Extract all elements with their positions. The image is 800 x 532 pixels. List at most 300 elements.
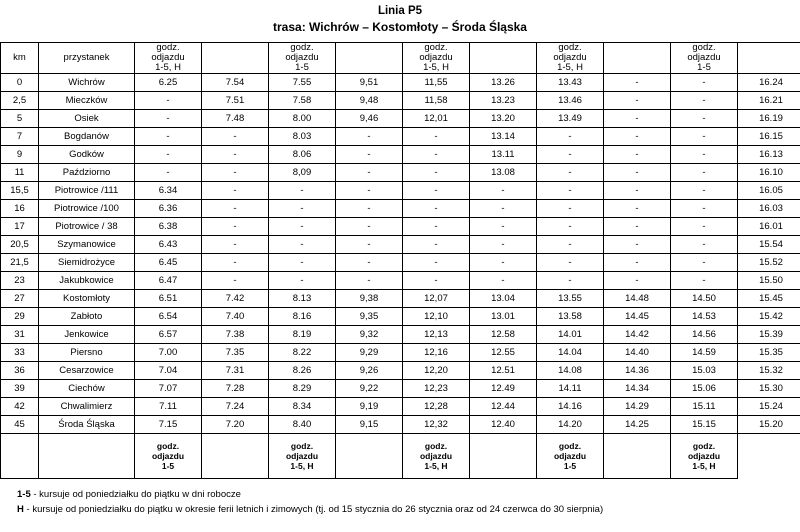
cell-stop-name: Kostomłoty xyxy=(39,290,135,308)
cell-departure-time: - xyxy=(470,272,537,290)
cell-stop-name: Siemidrożyce xyxy=(39,254,135,272)
cell-departure-time: 8.40 xyxy=(269,416,336,434)
cell-departure-time: 14.40 xyxy=(604,344,671,362)
cell-departure-time: 8.19 xyxy=(269,326,336,344)
cell-departure-time: 16.24 xyxy=(738,74,800,92)
cell-departure-time: 12.44 xyxy=(470,398,537,416)
cell-departure-time: 14.16 xyxy=(537,398,604,416)
footer-cell-1 xyxy=(1,434,39,479)
cell-departure-time: - xyxy=(604,74,671,92)
cell-departure-time: - xyxy=(537,272,604,290)
cell-departure-time: 12.49 xyxy=(470,380,537,398)
cell-departure-time: 13.01 xyxy=(470,308,537,326)
legend-key-holiday: H xyxy=(17,504,24,515)
cell-departure-time: 14.59 xyxy=(671,344,738,362)
cell-departure-time: - xyxy=(470,182,537,200)
cell-departure-time: - xyxy=(604,272,671,290)
legend-text-holiday: - kursuje od poniedziałku do piątku w okresie ferii letnich i zimowych (tj. od 15 stycznia do 26 stycznia oraz od 24 czerwca do 30 sierpnia) xyxy=(24,504,603,515)
cell-departure-time: 12,16 xyxy=(403,344,470,362)
cell-departure-time: - xyxy=(135,110,202,128)
cell-km: 31 xyxy=(1,326,39,344)
cell-departure-time: - xyxy=(202,146,269,164)
table-row xyxy=(1,416,800,434)
cell-departure-time: 7.35 xyxy=(202,344,269,362)
header-departure-col-7: godz. odjazdu 1-5, H xyxy=(537,43,604,74)
cell-departure-time: 12,07 xyxy=(403,290,470,308)
timetable-page xyxy=(0,4,800,532)
cell-departure-time: 14.48 xyxy=(604,290,671,308)
cell-departure-time: 7.00 xyxy=(135,344,202,362)
cell-departure-time: 7.58 xyxy=(269,92,336,110)
cell-departure-time: 9,29 xyxy=(336,344,403,362)
cell-departure-time: - xyxy=(135,164,202,182)
cell-departure-time: - xyxy=(269,272,336,290)
cell-departure-time: - xyxy=(336,254,403,272)
cell-km: 33 xyxy=(1,344,39,362)
cell-km: 9 xyxy=(1,146,39,164)
cell-departure-time: 12.51 xyxy=(470,362,537,380)
cell-departure-time: 12.58 xyxy=(470,326,537,344)
cell-departure-time: - xyxy=(604,218,671,236)
footer-cell-5: godz. odjazdu 1-5, H xyxy=(269,434,336,479)
cell-departure-time: 9,15 xyxy=(336,416,403,434)
cell-km: 45 xyxy=(1,416,39,434)
cell-departure-time: 7.15 xyxy=(135,416,202,434)
cell-departure-time: - xyxy=(671,254,738,272)
table-row xyxy=(1,308,800,326)
cell-departure-time: - xyxy=(403,182,470,200)
cell-departure-time: 14.01 xyxy=(537,326,604,344)
cell-departure-time: - xyxy=(202,182,269,200)
cell-departure-time: - xyxy=(336,200,403,218)
cell-departure-time: 12.55 xyxy=(470,344,537,362)
table-row xyxy=(1,92,800,110)
cell-departure-time: - xyxy=(604,92,671,110)
cell-departure-time: - xyxy=(202,218,269,236)
cell-departure-time: 9,26 xyxy=(336,362,403,380)
line-name: Linia P5 xyxy=(0,4,800,19)
cell-departure-time: 8.22 xyxy=(269,344,336,362)
cell-stop-name: Cesarzowice xyxy=(39,362,135,380)
cell-km: 21,5 xyxy=(1,254,39,272)
cell-departure-time: 8.26 xyxy=(269,362,336,380)
cell-departure-time: 12,20 xyxy=(403,362,470,380)
cell-departure-time: 15.50 xyxy=(738,272,800,290)
table-row xyxy=(1,344,800,362)
cell-departure-time: 6.38 xyxy=(135,218,202,236)
cell-departure-time: 6.36 xyxy=(135,200,202,218)
table-row xyxy=(1,218,800,236)
cell-departure-time: - xyxy=(403,164,470,182)
cell-departure-time: - xyxy=(202,254,269,272)
cell-departure-time: - xyxy=(403,200,470,218)
cell-departure-time: 14.29 xyxy=(604,398,671,416)
cell-departure-time: 12,10 xyxy=(403,308,470,326)
cell-departure-time: - xyxy=(403,236,470,254)
cell-departure-time: 14.42 xyxy=(604,326,671,344)
cell-km: 29 xyxy=(1,308,39,326)
cell-departure-time: - xyxy=(671,182,738,200)
cell-departure-time: - xyxy=(336,146,403,164)
timetable xyxy=(0,42,800,479)
cell-departure-time: - xyxy=(537,218,604,236)
footer-cell-11: godz. odjazdu 1-5, H xyxy=(671,434,738,479)
cell-departure-time: 13.04 xyxy=(470,290,537,308)
cell-departure-time: - xyxy=(336,182,403,200)
cell-stop-name: Szymanowice xyxy=(39,236,135,254)
cell-departure-time: - xyxy=(336,128,403,146)
cell-departure-time: 16.21 xyxy=(738,92,800,110)
table-row xyxy=(1,236,800,254)
cell-km: 27 xyxy=(1,290,39,308)
footer-cell-6 xyxy=(336,434,403,479)
cell-departure-time: 16.05 xyxy=(738,182,800,200)
header-km: km xyxy=(1,43,39,74)
cell-km: 42 xyxy=(1,398,39,416)
cell-departure-time: 13.20 xyxy=(470,110,537,128)
table-row xyxy=(1,290,800,308)
cell-km: 16 xyxy=(1,200,39,218)
cell-departure-time: 9,35 xyxy=(336,308,403,326)
cell-departure-time: 15.24 xyxy=(738,398,800,416)
cell-stop-name: Chwalimierz xyxy=(39,398,135,416)
header-departure-col-1: godz. odjazdu 1-5, H xyxy=(135,43,202,74)
cell-departure-time: 6.47 xyxy=(135,272,202,290)
cell-departure-time: 6.43 xyxy=(135,236,202,254)
cell-departure-time: - xyxy=(604,128,671,146)
cell-departure-time: - xyxy=(403,254,470,272)
footer-cell-8 xyxy=(470,434,537,479)
cell-departure-time: - xyxy=(403,218,470,236)
cell-departure-time: 12,13 xyxy=(403,326,470,344)
cell-departure-time: - xyxy=(537,164,604,182)
cell-km: 20,5 xyxy=(1,236,39,254)
header-departure-col-9: godz. odjazdu 1-5 xyxy=(671,43,738,74)
cell-departure-time: - xyxy=(604,200,671,218)
cell-km: 2,5 xyxy=(1,92,39,110)
page-title xyxy=(0,4,800,35)
cell-departure-time: - xyxy=(336,236,403,254)
cell-km: 7 xyxy=(1,128,39,146)
cell-departure-time: - xyxy=(403,146,470,164)
cell-km: 23 xyxy=(1,272,39,290)
cell-departure-time: - xyxy=(202,128,269,146)
cell-departure-time: 7.38 xyxy=(202,326,269,344)
cell-departure-time: 14.25 xyxy=(604,416,671,434)
cell-departure-time: - xyxy=(269,218,336,236)
cell-departure-time: 15.20 xyxy=(738,416,800,434)
cell-departure-time: 6.34 xyxy=(135,182,202,200)
cell-departure-time: 8.13 xyxy=(269,290,336,308)
footer-row xyxy=(1,434,800,479)
cell-departure-time: 9,22 xyxy=(336,380,403,398)
table-body xyxy=(1,74,800,434)
cell-stop-name: Jakubkowice xyxy=(39,272,135,290)
cell-departure-time: 14.20 xyxy=(537,416,604,434)
header-departure-col-4 xyxy=(336,43,403,74)
cell-departure-time: - xyxy=(135,92,202,110)
cell-departure-time: - xyxy=(537,182,604,200)
cell-departure-time: 7.20 xyxy=(202,416,269,434)
cell-departure-time: - xyxy=(671,218,738,236)
cell-departure-time: - xyxy=(269,236,336,254)
cell-departure-time: 13.43 xyxy=(537,74,604,92)
table-row xyxy=(1,272,800,290)
footer-cell-3: godz. odjazdu 1-5 xyxy=(135,434,202,479)
cell-departure-time: - xyxy=(269,200,336,218)
table-row xyxy=(1,110,800,128)
cell-departure-time: 15.30 xyxy=(738,380,800,398)
cell-departure-time: 16.15 xyxy=(738,128,800,146)
cell-departure-time: 7.51 xyxy=(202,92,269,110)
cell-departure-time: 16.19 xyxy=(738,110,800,128)
cell-departure-time: 6.25 xyxy=(135,74,202,92)
cell-departure-time: 8.00 xyxy=(269,110,336,128)
cell-departure-time: 6.45 xyxy=(135,254,202,272)
footer-cell-9: godz. odjazdu 1-5 xyxy=(537,434,604,479)
cell-stop-name: Wichrów xyxy=(39,74,135,92)
cell-departure-time: 13.46 xyxy=(537,92,604,110)
table-row xyxy=(1,146,800,164)
header-departure-col-6 xyxy=(470,43,537,74)
cell-departure-time: 8,09 xyxy=(269,164,336,182)
table-header xyxy=(1,43,800,74)
cell-departure-time: 15.15 xyxy=(671,416,738,434)
cell-stop-name: Piotrowice / 38 xyxy=(39,218,135,236)
cell-departure-time: - xyxy=(336,164,403,182)
cell-departure-time: 14.45 xyxy=(604,308,671,326)
cell-departure-time: 8.03 xyxy=(269,128,336,146)
cell-departure-time: - xyxy=(604,110,671,128)
cell-stop-name: Zabłoto xyxy=(39,308,135,326)
cell-departure-time: - xyxy=(604,146,671,164)
cell-departure-time: 15.52 xyxy=(738,254,800,272)
table-row xyxy=(1,254,800,272)
cell-departure-time: 9,48 xyxy=(336,92,403,110)
cell-km: 39 xyxy=(1,380,39,398)
cell-departure-time: 6.57 xyxy=(135,326,202,344)
table-row xyxy=(1,380,800,398)
cell-departure-time: 8.29 xyxy=(269,380,336,398)
cell-departure-time: 16.13 xyxy=(738,146,800,164)
footer-cell-10 xyxy=(604,434,671,479)
cell-departure-time: 12,28 xyxy=(403,398,470,416)
cell-departure-time: 13.49 xyxy=(537,110,604,128)
cell-departure-time: - xyxy=(604,254,671,272)
cell-departure-time: - xyxy=(537,254,604,272)
header-stop: przystanek xyxy=(39,43,135,74)
cell-stop-name: Bogdanów xyxy=(39,128,135,146)
cell-departure-time: 7.55 xyxy=(269,74,336,92)
cell-departure-time: 7.28 xyxy=(202,380,269,398)
cell-departure-time: - xyxy=(537,200,604,218)
cell-departure-time: 16.01 xyxy=(738,218,800,236)
cell-departure-time: 7.07 xyxy=(135,380,202,398)
footer-cell-7: godz. odjazdu 1-5, H xyxy=(403,434,470,479)
table-row xyxy=(1,164,800,182)
cell-stop-name: Osiek xyxy=(39,110,135,128)
cell-departure-time: - xyxy=(470,236,537,254)
cell-stop-name: Piersno xyxy=(39,344,135,362)
cell-departure-time: 6.54 xyxy=(135,308,202,326)
cell-departure-time: 15.35 xyxy=(738,344,800,362)
cell-departure-time: 13.11 xyxy=(470,146,537,164)
cell-departure-time: 7.54 xyxy=(202,74,269,92)
cell-departure-time: 7.31 xyxy=(202,362,269,380)
legend-key-weekday: 1-5 xyxy=(17,489,31,500)
cell-departure-time: 8.34 xyxy=(269,398,336,416)
cell-departure-time: 9,32 xyxy=(336,326,403,344)
table-row xyxy=(1,326,800,344)
cell-departure-time: - xyxy=(671,146,738,164)
legend xyxy=(17,488,800,517)
table-row xyxy=(1,74,800,92)
cell-departure-time: 9,46 xyxy=(336,110,403,128)
cell-stop-name: Mieczków xyxy=(39,92,135,110)
route-description: trasa: Wichrów – Kostomłoty – Środa Śląska xyxy=(0,19,800,35)
header-departure-col-2 xyxy=(202,43,269,74)
cell-departure-time: - xyxy=(202,200,269,218)
cell-departure-time: 13.26 xyxy=(470,74,537,92)
cell-departure-time: 14.36 xyxy=(604,362,671,380)
table-row xyxy=(1,128,800,146)
cell-km: 36 xyxy=(1,362,39,380)
cell-departure-time: - xyxy=(202,272,269,290)
cell-departure-time: 15.06 xyxy=(671,380,738,398)
cell-departure-time: 9,51 xyxy=(336,74,403,92)
cell-departure-time: 12,01 xyxy=(403,110,470,128)
cell-km: 5 xyxy=(1,110,39,128)
cell-departure-time: 11,58 xyxy=(403,92,470,110)
cell-km: 17 xyxy=(1,218,39,236)
cell-departure-time: - xyxy=(470,200,537,218)
cell-departure-time: 9,19 xyxy=(336,398,403,416)
table-row xyxy=(1,362,800,380)
header-departure-col-8 xyxy=(604,43,671,74)
legend-line-2 xyxy=(17,503,800,517)
cell-departure-time: - xyxy=(537,236,604,254)
cell-departure-time: 15.39 xyxy=(738,326,800,344)
cell-departure-time: - xyxy=(202,236,269,254)
cell-departure-time: 11,55 xyxy=(403,74,470,92)
cell-departure-time: 8.06 xyxy=(269,146,336,164)
cell-departure-time: 7.40 xyxy=(202,308,269,326)
cell-departure-time: 15.03 xyxy=(671,362,738,380)
cell-departure-time: - xyxy=(135,128,202,146)
cell-departure-time: - xyxy=(671,128,738,146)
cell-departure-time: 15.11 xyxy=(671,398,738,416)
cell-departure-time: 15.54 xyxy=(738,236,800,254)
cell-departure-time: 16.03 xyxy=(738,200,800,218)
header-departure-col-3: godz. odjazdu 1-5 xyxy=(269,43,336,74)
cell-departure-time: 12,23 xyxy=(403,380,470,398)
cell-departure-time: - xyxy=(403,128,470,146)
cell-departure-time: - xyxy=(604,164,671,182)
cell-departure-time: 14.50 xyxy=(671,290,738,308)
header-departure-col-10 xyxy=(738,43,800,74)
cell-departure-time: 13.08 xyxy=(470,164,537,182)
cell-departure-time: - xyxy=(202,164,269,182)
cell-departure-time: 16.10 xyxy=(738,164,800,182)
cell-stop-name: Ciechów xyxy=(39,380,135,398)
header-departure-col-5: godz. odjazdu 1-5, H xyxy=(403,43,470,74)
cell-departure-time: 13.23 xyxy=(470,92,537,110)
cell-departure-time: 13.55 xyxy=(537,290,604,308)
cell-departure-time: - xyxy=(604,182,671,200)
cell-stop-name: Piotrowice /100 xyxy=(39,200,135,218)
legend-text-weekday: - kursuje od poniedziałku do piątku w dni robocze xyxy=(31,489,241,500)
cell-departure-time: 14.34 xyxy=(604,380,671,398)
header-row xyxy=(1,43,800,74)
cell-stop-name: Paździorno xyxy=(39,164,135,182)
cell-departure-time: - xyxy=(537,146,604,164)
cell-departure-time: 13.14 xyxy=(470,128,537,146)
cell-departure-time: - xyxy=(470,218,537,236)
cell-departure-time: 15.42 xyxy=(738,308,800,326)
cell-departure-time: 7.24 xyxy=(202,398,269,416)
table-footer xyxy=(1,434,800,479)
cell-departure-time: 9,38 xyxy=(336,290,403,308)
cell-departure-time: - xyxy=(604,236,671,254)
cell-departure-time: 6.51 xyxy=(135,290,202,308)
cell-departure-time: 14.08 xyxy=(537,362,604,380)
cell-stop-name: Godków xyxy=(39,146,135,164)
cell-km: 15,5 xyxy=(1,182,39,200)
cell-departure-time: - xyxy=(336,218,403,236)
cell-stop-name: Piotrowice /111 xyxy=(39,182,135,200)
cell-departure-time: - xyxy=(403,272,470,290)
cell-departure-time: - xyxy=(336,272,403,290)
cell-departure-time: - xyxy=(470,254,537,272)
cell-km: 11 xyxy=(1,164,39,182)
footer-cell-4 xyxy=(202,434,269,479)
cell-departure-time: - xyxy=(671,200,738,218)
cell-departure-time: 14.11 xyxy=(537,380,604,398)
cell-departure-time: 7.11 xyxy=(135,398,202,416)
table-row xyxy=(1,398,800,416)
cell-departure-time: - xyxy=(135,146,202,164)
cell-departure-time: - xyxy=(671,74,738,92)
cell-departure-time: - xyxy=(671,164,738,182)
footer-cell-2 xyxy=(39,434,135,479)
cell-departure-time: - xyxy=(671,236,738,254)
cell-departure-time: - xyxy=(671,272,738,290)
cell-departure-time: 13.58 xyxy=(537,308,604,326)
cell-departure-time: 12.40 xyxy=(470,416,537,434)
cell-departure-time: - xyxy=(671,92,738,110)
cell-departure-time: 14.04 xyxy=(537,344,604,362)
cell-departure-time: - xyxy=(537,128,604,146)
legend-line-1 xyxy=(17,488,800,502)
cell-departure-time: 14.53 xyxy=(671,308,738,326)
cell-departure-time: 7.42 xyxy=(202,290,269,308)
cell-departure-time: - xyxy=(269,182,336,200)
cell-departure-time: 7.48 xyxy=(202,110,269,128)
cell-departure-time: - xyxy=(269,254,336,272)
cell-departure-time: 8.16 xyxy=(269,308,336,326)
table-row xyxy=(1,200,800,218)
cell-stop-name: Środa Śląska xyxy=(39,416,135,434)
cell-departure-time: - xyxy=(671,110,738,128)
cell-departure-time: 15.32 xyxy=(738,362,800,380)
cell-km: 0 xyxy=(1,74,39,92)
cell-stop-name: Jenkowice xyxy=(39,326,135,344)
cell-departure-time: 15.45 xyxy=(738,290,800,308)
table-row xyxy=(1,182,800,200)
cell-departure-time: 7.04 xyxy=(135,362,202,380)
cell-departure-time: 12,32 xyxy=(403,416,470,434)
cell-departure-time: 14.56 xyxy=(671,326,738,344)
